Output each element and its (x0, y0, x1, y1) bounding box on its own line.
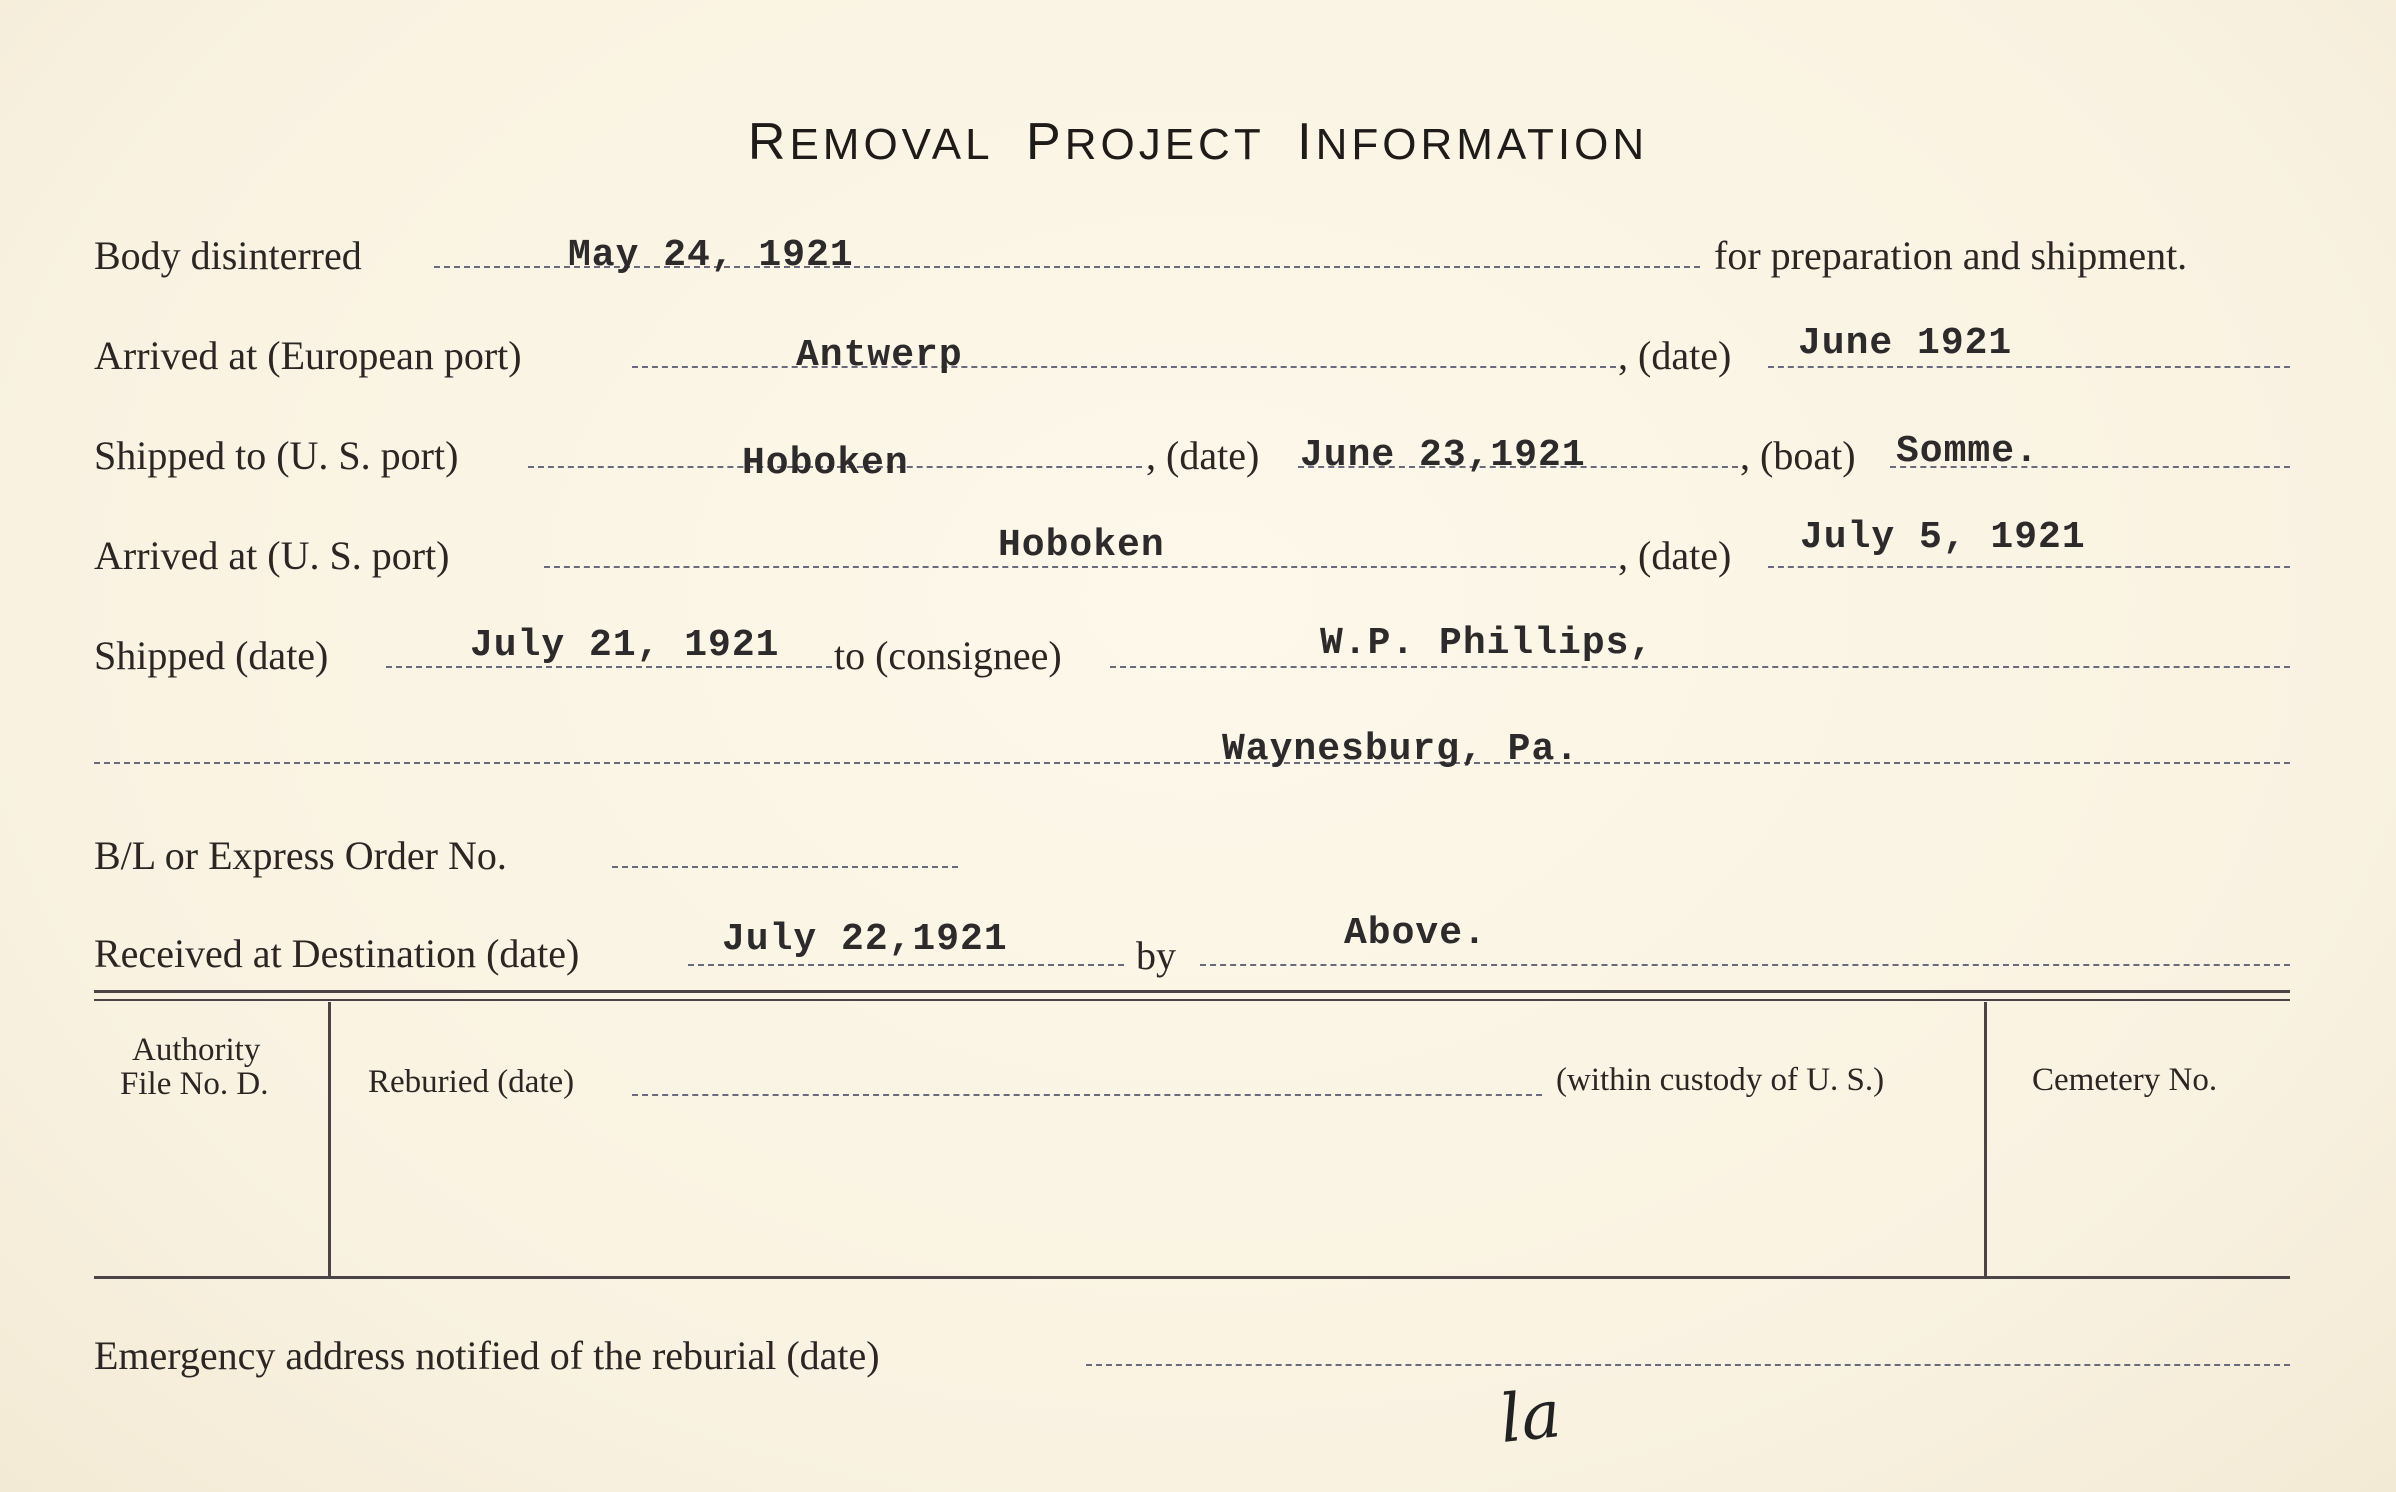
box-bottom-rule (94, 1276, 2290, 1279)
box-divider-right (1984, 1002, 1987, 1276)
shipped-date-value: July 21, 1921 (470, 624, 780, 667)
reburied-label: Reburied (date) (368, 1064, 575, 1100)
preparation-shipment-label: for preparation and shipment. (1714, 233, 2188, 278)
us-port-arrived-date-label: , (date) (1618, 533, 1732, 578)
title-initial-1: R (747, 113, 790, 171)
european-port-line (632, 366, 1616, 368)
title-initial-3: I (1297, 113, 1316, 171)
boat-value: Somme. (1896, 430, 2039, 473)
cemetery-no-label: Cemetery No. (2032, 1062, 2218, 1098)
emergency-address-label: Emergency address notified of the reburial (date) (94, 1333, 880, 1378)
emergency-address-line (1086, 1364, 2290, 1366)
double-rule-top (94, 990, 2290, 993)
us-port-arrived-label: Arrived at (U. S. port) (94, 533, 450, 578)
boat-label: , (boat) (1740, 433, 1856, 478)
box-divider-left (328, 1002, 331, 1276)
european-port-date-value: June 1921 (1798, 322, 2013, 365)
us-port-shipped-date-value: June 23,1921 (1300, 434, 1586, 477)
european-port-value: Antwerp (796, 334, 963, 377)
received-destination-line (688, 964, 1124, 966)
title-rest-2: ROJECT (1064, 120, 1265, 169)
consignee-line (1110, 666, 2290, 668)
reburied-line (632, 1094, 1542, 1096)
bl-express-order-label: B/L or Express Order No. (94, 833, 507, 878)
authority-label-line2: File No. D. (120, 1066, 269, 1102)
title-rest-3: NFORMATION (1315, 120, 1649, 169)
us-port-arrived-value: Hoboken (998, 524, 1165, 567)
body-disinterred-value: May 24, 1921 (568, 234, 854, 277)
consignee-value: W.P. Phillips, (1320, 622, 1654, 665)
european-port-date-line (1768, 366, 2290, 368)
consignee-address-line (94, 762, 2290, 764)
consignee-label: to (consignee) (834, 633, 1062, 678)
received-destination-label: Received at Destination (date) (94, 931, 580, 976)
bl-express-order-line (612, 866, 958, 868)
title-initial-2: P (1026, 113, 1065, 171)
european-port-label: Arrived at (European port) (94, 333, 522, 378)
consignee-address-value: Waynesburg, Pa. (1222, 728, 1580, 771)
custody-label: (within custody of U. S.) (1556, 1062, 1885, 1098)
body-disinterred-label: Body disinterred (94, 233, 362, 278)
title-rest-1: EMOVAL (789, 120, 994, 169)
by-line (1200, 964, 2290, 966)
us-port-arrived-date-line (1768, 566, 2290, 568)
double-rule-bottom (94, 999, 2290, 1001)
title-word-1 (747, 113, 994, 171)
us-port-shipped-date-label: , (date) (1146, 433, 1260, 478)
shipped-date-label: Shipped (date) (94, 633, 329, 678)
us-port-arrived-date-value: July 5, 1921 (1800, 516, 2086, 559)
handwritten-initials: la (1496, 1375, 1565, 1458)
title-word-3 (1297, 113, 1649, 171)
by-label: by (1136, 933, 1176, 978)
page-title (0, 112, 2396, 172)
us-port-shipped-label: Shipped to (U. S. port) (94, 433, 459, 478)
us-port-shipped-value: Hoboken (742, 442, 909, 485)
received-destination-value: July 22,1921 (722, 918, 1008, 961)
by-value: Above. (1344, 912, 1487, 955)
authority-label-line1: Authority (132, 1032, 261, 1068)
european-port-date-label: , (date) (1618, 333, 1732, 378)
title-word-2 (1026, 113, 1265, 171)
